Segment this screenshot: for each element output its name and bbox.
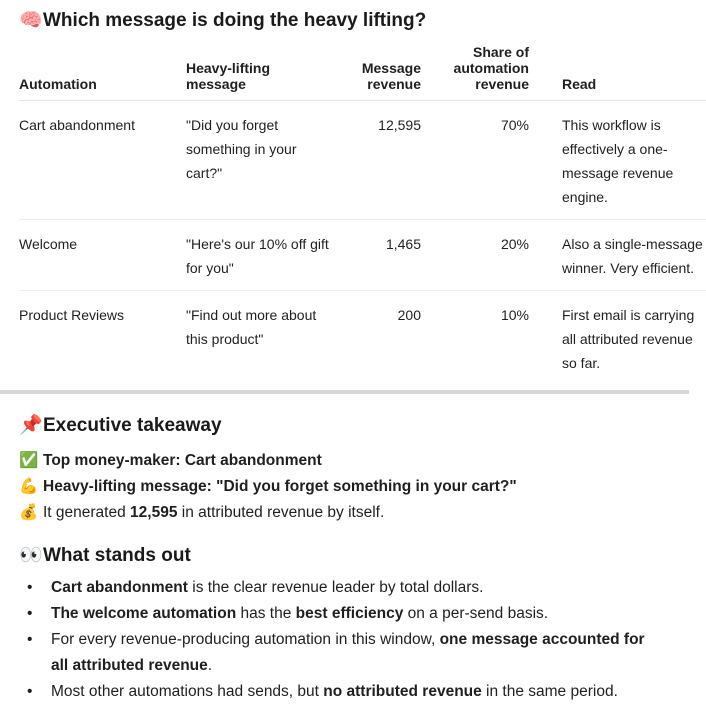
cell-revenue: 12,595 bbox=[331, 101, 421, 220]
table-header-row bbox=[19, 44, 706, 101]
standout-list bbox=[19, 575, 659, 705]
eyes-icon: 👀 bbox=[19, 545, 43, 566]
takeaway-list bbox=[19, 448, 517, 526]
list-item: • Most other automations had sends, but no attributed revenue in the same period. bbox=[19, 679, 659, 705]
cell-message: "Did you forget something in your cart?" bbox=[186, 101, 331, 220]
cell-revenue: 200 bbox=[397, 307, 421, 323]
horizontal-scrollbar[interactable] bbox=[0, 390, 689, 394]
column-header-share: Share of automation revenue bbox=[421, 44, 529, 101]
cell-message: "Find out more about this product" bbox=[186, 307, 317, 347]
cell-read: This workflow is effectively a one-message revenue engine. bbox=[529, 101, 706, 220]
takeaway-heading bbox=[19, 413, 222, 437]
takeaway-line: 💪 Heavy-lifting message: "Did you forget something in your cart?" bbox=[19, 474, 517, 500]
brain-icon: 🧠 bbox=[19, 10, 43, 31]
cell-automation: Cart abandonment bbox=[19, 101, 186, 220]
takeaway-line: 💰 It generated 12,595 in attributed revenue by itself. bbox=[19, 500, 517, 526]
heavy-lifting-table bbox=[19, 44, 706, 385]
list-item: • Cart abandonment is the clear revenue leader by total dollars. bbox=[19, 575, 659, 601]
list-item: • For every revenue-producing automation in this window, one message accounted for all attributed revenue. bbox=[19, 627, 659, 679]
cell-message: "Here's our 10% off gift for you" bbox=[186, 220, 331, 291]
cell-automation: Product Reviews bbox=[19, 307, 125, 323]
standout-heading-text: What stands out bbox=[43, 545, 191, 566]
check-mark-icon: ✅ bbox=[19, 452, 39, 469]
flexed-biceps-icon: 💪 bbox=[19, 478, 39, 495]
cell-share: 10% bbox=[500, 307, 529, 323]
column-header-revenue: Message revenue bbox=[331, 44, 421, 101]
column-header-message: Heavy-lifting message bbox=[186, 44, 331, 101]
standout-heading bbox=[19, 543, 191, 567]
takeaway-line: ✅ Top money-maker: Cart abandonment bbox=[19, 448, 517, 474]
takeaway-heading-text: Executive takeaway bbox=[43, 415, 222, 436]
list-item: • The welcome automation has the best efficiency on a per-send basis. bbox=[19, 601, 659, 627]
cell-automation: Welcome bbox=[19, 220, 186, 291]
cell-read: First email is carrying all attributed revenue so far. bbox=[562, 307, 695, 371]
table-row bbox=[19, 101, 706, 220]
cell-read: Also a single-message winner. Very efficient. bbox=[529, 220, 706, 291]
table-row bbox=[19, 220, 706, 291]
cell-share: 20% bbox=[421, 220, 529, 291]
money-bag-icon: 💰 bbox=[19, 504, 39, 521]
cell-share: 70% bbox=[421, 101, 529, 220]
column-header-read: Read bbox=[529, 44, 706, 101]
table-row bbox=[19, 291, 706, 386]
pushpin-icon: 📌 bbox=[19, 415, 43, 436]
cell-revenue: 1,465 bbox=[331, 220, 421, 291]
column-header-automation: Automation bbox=[19, 44, 186, 101]
page-title-text: Which message is doing the heavy lifting? bbox=[43, 10, 427, 31]
page-title bbox=[19, 8, 426, 32]
